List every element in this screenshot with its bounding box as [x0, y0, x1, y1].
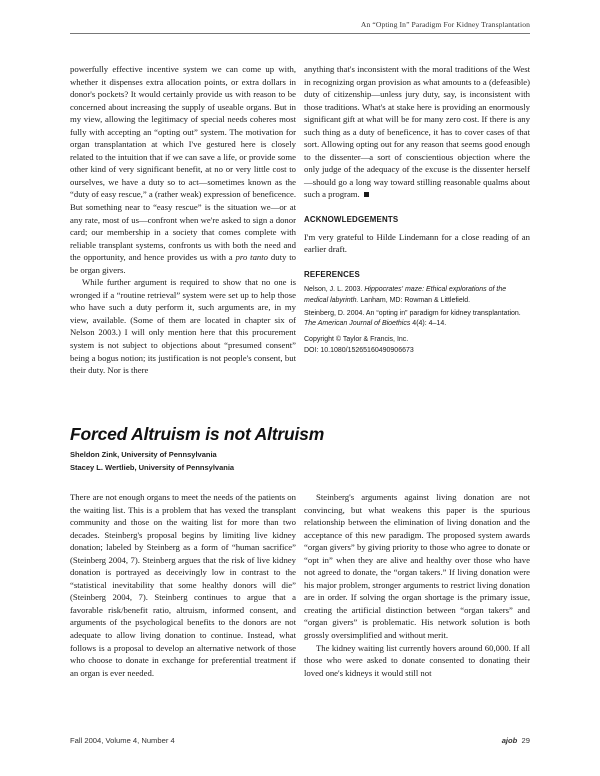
issue-info: Fall 2004, Volume 4, Number 4: [70, 736, 175, 745]
page-number: 29: [521, 736, 530, 745]
paragraph: [70, 63, 296, 276]
bottom-left-column: [70, 491, 296, 679]
copyright-notice: [304, 335, 530, 356]
reference-item: [304, 285, 530, 306]
top-right-column: [304, 63, 530, 356]
reference-text: Nelson, J. L. 2003.: [304, 286, 365, 294]
top-left-column: [70, 63, 296, 377]
paragraph: Steinberg's arguments against living donation are not convincing, but what weakens this paper is the spurious relationship between the elimination of living donation and the acceptance of this new paradigm. The proposed system awards “organ givers” by giving priority to those who agree to donate or “opt in” when they are alive and healthy over those who have not agreed to donate, the “organ takers.” If living donation were his major problem, stronger arguments to restrict living donation are in order. If solving the organ shortage is the primary issue, creating the artificial distinction between “organ takers” and “organ givers” is problematic. His network solution is both grossly oversimplified and without merit.: [304, 492, 530, 641]
doi-line: DOI: 10.1080/15265160490906673: [304, 346, 414, 354]
reference-text: Steinberg, D. 2004. An “opting in” paradigm for kidney transplantation.: [304, 309, 521, 317]
footer-right: [502, 736, 530, 745]
reference-title: Hippocrates' maze: Ethical explorations of the medical labyrinth.: [304, 286, 507, 304]
paragraph-text: powerfully effective incentive system we can come up with, whether it dispenses extra allocation points, or extra dollars in donor's pockets? It would certainly provide us with reason to be concerned about increasing the supply of useable organs. But in my view, allowing the legitimacy of special needs coheres most fully with accepting an “opting out” system. The motivation for organ transplantation at which I've gestured here is closely related to the intuition that if we can save a life, or provide some other kind of very significant benefit, at no or very little cost to ourselves, we have a duty so to act—sometimes known as the “duty of easy rescue,” a (rather weak) expression of beneficence. But something near to “easy rescue” is the situation we—or at any rate, most of us—confront when we're asked to sign a donor card; our membership in a society that comes complete with reliable transplant systems, confronts us with both the need and the opportunity, and hence provides us with a: [70, 64, 296, 263]
article-title: Forced Altruism is not Altruism: [70, 424, 325, 444]
paragraph-text-end: duty to be organ givers.: [70, 252, 296, 275]
paragraph: While further argument is required to show that no one is wronged if a “routine retrieval” system were set up to help those who have such a duty perform it, such arguments are, in my view, available. (Some of them are located in chapter six of Nelson 2003.) I will only mention here that this procurement system is not subject to objections about “presumed consent” being a bogus notion; its justification is not people's consent, but their duty. Nor is there: [70, 277, 296, 376]
references-heading: REFERENCES: [304, 269, 360, 279]
reference-text: 4(4): 4–14.: [410, 320, 447, 328]
author-affiliation: Stacey L. Wertlieb, University of Pennsylvania: [70, 463, 235, 472]
header-rule: [70, 33, 530, 34]
reference-text: Lanham, MD: Rowman & Littlefield.: [358, 296, 471, 304]
italic-phrase: pro tanto: [235, 252, 269, 263]
author-affiliation: Sheldon Zink, University of Pennsylvania: [70, 450, 217, 459]
running-header: An “Opting In” Paradigm For Kidney Transplantation: [360, 20, 530, 29]
acknowledgements-heading: ACKNOWLEDGEMENTS: [304, 215, 399, 225]
reference-item: [304, 309, 530, 330]
paragraph-text: anything that's inconsistent with the moral traditions of the West in recognizing organ provision as what amounts to a (defeasible) duty of citizenship—unless jury duty, say, is inconsistent with those traditions. What's at stake here is providing an enormously significant gift at what will be for many zero cost. If there is any such thing as a duty of beneficence, it has to cover cases of that sort. Allowing opting out for any reason that seems good enough to the dissenter—a sort of conscientious objection where the only judge of the adequacy of the excuse is the dissenter herself—should go a long way toward stilling reasonable qualms about such a program.: [304, 64, 530, 200]
paragraph: [304, 63, 530, 201]
reference-journal: The American Journal of Bioethics: [304, 320, 411, 328]
paragraph: The kidney waiting list currently hovers around 60,000. If all those who were asked to donate consented to donating their loved one's kidneys it would still not: [304, 642, 530, 678]
end-of-article-mark: [364, 192, 369, 197]
copyright-line: Copyright © Taylor & Francis, Inc.: [304, 336, 409, 344]
bottom-right-column: [304, 491, 530, 679]
acknowledgements-text: I'm very grateful to Hilde Lindemann for a close reading of an earlier draft.: [304, 231, 530, 255]
paragraph: There are not enough organs to meet the needs of the patients on the waiting list. This is a problem that has vexed the transplant community and those on the waiting list for more than two decades. Steinberg's proposal begins by limiting live kidney donation; labeled by Steinberg as a form of “human sacrifice” (Steinberg 2004, 7). Steinberg argues that the risk of live kidney donation is portrayed as deceivingly low in contrast to the “statistical inevitability that some healthy donors will die” (Steinberg 2004, 7). Steinberg continues to argue that a favorable risk/benefit ratio, altruism, informed consent, and arguments of the psychological benefits to the donors are not adequate to allow living donation to continue. Instead, what follows is a proposal to develop an alternative network of those who choose to donate in exchange for preferential treatment if an organ is ever needed.: [70, 492, 296, 678]
journal-name: ajob: [501, 736, 518, 745]
